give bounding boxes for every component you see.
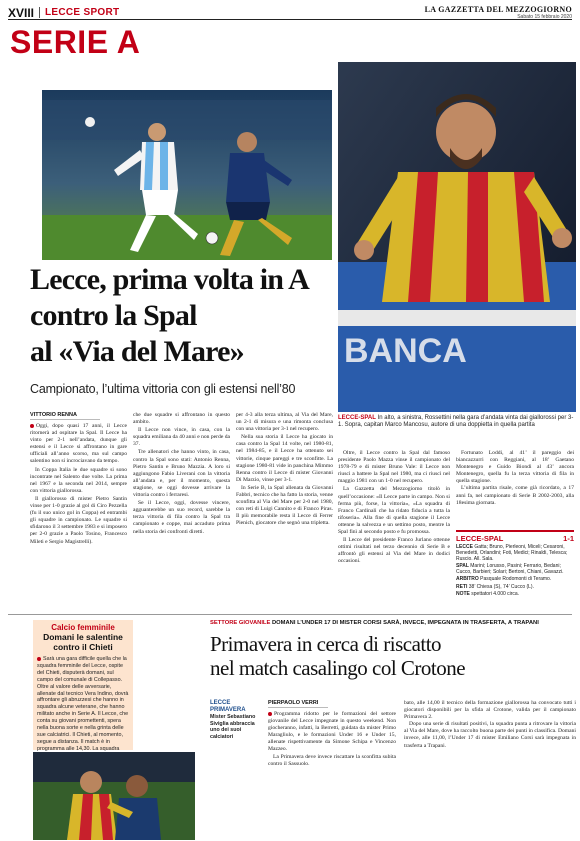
- womens-football-box: [33, 620, 133, 750]
- headline-line-1: Lecce, prima volta in A: [30, 263, 310, 296]
- article-paragraph: L’ultima partita risale, come già ricordato, a 17 anni fa, nel campionato di Serie B 2002-2003, alla 18esima giornata.: [456, 485, 574, 506]
- page-header: [8, 6, 572, 20]
- article-paragraph: Il Lecce del presidente Franco Jurlano ottenne ottimi risultati nel terzo decennio di Serie B e affrontò gli estensi al Via del Mare in dodici occasioni.: [338, 537, 450, 565]
- bullet-dot: [37, 657, 41, 661]
- article-paragraph: Nella sua storia il Lecce ha giocato in casa contro la Spal 14 volte, nel 1980-81, nel 1984-85, e il Lecce ha ottenuto sei vittorie, cinque pareggi e tre sconfitte. La stagione 1980-81 vide in panchina Mimmo Renna contro il Lecce di mister Giovanni Di Marzio, vinse per 3-1.: [236, 434, 333, 483]
- sidebox-text: Sarà una gara difficile quella che la squadra femminile del Lecce, ospite del Chieti, disputerà domani, sul campo del comunale di Collepasso. Oltre al valore delle avversarie, allenate dal tecnico Vera Indino, dovrà affrontare gli abruzzesi che hanno in squadra alcune veterane, che hanno militato anche in Serie A. Il Lecce, che conta su giovani promettenti, spera nella buona sorte e nella grinta delle sue calciatrici. Il Chieti, al momento, segue a distanza. Il match è in programma alle 14,30. La squadra: [37, 656, 129, 780]
- article-column-4: [338, 450, 450, 567]
- headline-line-2: contro la Spal: [30, 299, 197, 332]
- football-action-photo: [42, 90, 332, 260]
- match-photo-rossettini: [42, 90, 332, 260]
- youth-kicker-text: DOMANI L’UNDER 17 DI MISTER CORSI SARÀ, INVECE, IMPEGNATA IN TRASFERTA, A TRAPANI: [271, 620, 539, 626]
- article-paragraph: Se il Lecce, oggi, dovesse vincere, agguanterebbe un suo record, sarebbe la terza vittoria di fila contro la Spal tra campionato e coppe, mai accaduto prima nella storia dei confronti diretti.: [133, 500, 230, 535]
- stats-spal: SPAL Marini; Lorusso, Pasini; Ferrario, Bedani; Cucco, Barbieri; Solari; Bertoni, Chiani, Gavazzi.: [456, 563, 564, 576]
- article-paragraph: Fortunato Loddi, al 41’ il pareggio dei biancazzurri con Reggiani, al 18’ Gaetano Montenegro e Guido Biondi al 43’ ancora Montenegro, quella fu la terza vittoria di fila in quella stagione.: [456, 450, 574, 485]
- svg-text:BANCA: BANCA: [344, 332, 467, 370]
- author-byline: VITTORIO RENNA: [30, 412, 100, 420]
- youth-photo-caption: [210, 700, 260, 741]
- youth-caption-text: Mister Sebastiano Siviglia abbraccia uno dei suoi calciatori: [210, 714, 256, 741]
- match-photo-mancosu: [338, 62, 576, 412]
- headline-line-3: al «Via del Mare»: [30, 335, 244, 368]
- caption-text: In alto, a sinistra, Rossettini nella gara d’andata vinta dai giallorossi per 3-1. Sopra, capitan Marco Mancosu, autore di una doppietta in quella partita: [338, 415, 574, 429]
- youth-headline: [210, 632, 576, 680]
- article-paragraph: La Gazzetta del Mezzogiorno titolò in quell’occasione: «Il Lecce parte in campo. Non si ferma più, forse, la vittoria», «La squadra di Franco Cardinali che ha ridato fiducia a tutta la tifoseria». Alla fine di quella stagione il Lecce ottenne la salvezza e un settimo posto, mentre la Spal finì al secondo posto e fu promossa.: [338, 486, 450, 536]
- stats-score: 1-1: [563, 534, 574, 543]
- issue-date: Sabato 15 febbraio 2020: [517, 14, 572, 20]
- youth-headline-line-2: nel match casalingo col Crotone: [210, 656, 466, 680]
- stats-notes: NOTE spettatori 4.000 circa.: [456, 590, 520, 597]
- stats-lecce: LECCE Gatta; Bruno, Pierleoni, Miceli; Cesaroni, Benedetti, Orlandini; Foti, Medici; Rinaldi, Telesca; Ruscio. All. Sala.: [456, 544, 568, 563]
- article-paragraph: Oltre, il Lecce contro la Spal dal famoso presidente Paolo Mazza vinse il campionato del 1978-79 e di mister Bruno Vale: il Lecce non riuscì a battere la Spal nel 1980, ma ci riuscì nel maggio 1981 con un 1-0 nel recupero.: [338, 450, 450, 485]
- article-column-2: [133, 412, 230, 537]
- article-paragraph: Oggi, dopo quasi 17 anni, il Lecce ritornerà ad ospitare la Spal. Il Lecce ha vinto per 2-1 nell’andata, dunque gli estensi e il Lecce si affrontano in gare ufficiali all’anno scorso, ma sul campo salentino non si incrociavano da tempo.: [30, 423, 127, 465]
- main-headline: [30, 262, 330, 370]
- youth-kicker-label: SETTORE GIOVANILE: [210, 620, 271, 626]
- stats-referee: ARBITRO Pasquale Rodomonti di Teramo.: [456, 576, 552, 583]
- article-paragraph: Programma ridotto per le formazioni del settore giovanile del Lecce impegnate in questo weekend. Non giocheranno, infatti, la Berretti, guidata da mister Primo Maragliulo, e le formazioni Under 16 e Under 15, allenate rispettivamente da Simone Schipa e Vincenzo Mazzeo.: [268, 711, 396, 753]
- article-paragraph: Tre allenatori che hanno vinto, in casa, contro la Spal sono stati: Antonio Renna, Pietro Santin e Bruno Mazzia. A loro si aggiungono Fabio Liverani con la vittoria all’andata e, per il momento, questa stagione, se oggi dovesse arrivare la vittoria contro i ferraresi.: [133, 449, 230, 499]
- youth-headline-line-1: Primavera in cerca di riscatto: [210, 632, 442, 656]
- article-subhead: Campionato, l’ultima vittoria con gli estensi nell’80: [30, 382, 296, 396]
- article-paragraph: Dopo una serie di risultati positivi, la squadra punta a ritrovare la vittoria al Via del Mare, dove ha raccolto buona parte dei punti in classifica. Domani invece, alle 11,00, l’Under 17 di mister Emiliano Corsi sarà impegnata in trasferta a Trapani.: [404, 721, 576, 749]
- stats-header: [456, 534, 574, 543]
- section-name: LECCE SPORT: [45, 7, 120, 18]
- page-number: XVIII: [8, 5, 35, 20]
- youth-kicker: [210, 620, 576, 626]
- youth-column-1: [268, 700, 396, 768]
- masthead: [425, 5, 572, 20]
- section-divider: [8, 614, 572, 615]
- article-paragraph: In Coppa Italia le due squadre si sono incontrate nel Salento due volte. La prima nel 1967 e la seconda nel 2014, sempre con vittoria giallorossa.: [30, 466, 127, 494]
- stats-match: LECCE-SPAL: [456, 534, 504, 543]
- header-divider: [39, 7, 40, 18]
- primavera-photo: [33, 752, 195, 840]
- article-body: [30, 412, 336, 602]
- caption-label: LECCE-SPAL: [338, 415, 376, 421]
- article-column-1: [30, 412, 127, 547]
- article-paragraph: che due squadre si affrontano in questo ambito.: [133, 412, 230, 426]
- article-paragraph: bato, alle 14,00 il tecnico della formazione giallorossa ha convocato tutti i giocatori disponibili per la sfida al Crotone, valida per il campionato Primavera 2.: [404, 700, 576, 721]
- newspaper-name: LA GAZZETTA DEL MEZZOGIORNO: [424, 5, 572, 14]
- article-column-3: [236, 412, 333, 529]
- photo-caption: [338, 415, 576, 430]
- article-column-5: [456, 450, 574, 507]
- article-paragraph: La Primavera deve invece riscattare la sconfitta subita contro il Sassuolo.: [268, 753, 396, 767]
- sidebox-title: Domani le salentine contro il Chieti: [43, 632, 123, 652]
- article-paragraph: Il giallorosso di mister Pietro Santin vinse per 1-0 grazie al gol di Ciro Pezzella (fu il suo unico gol in Coppa) ed entrambi gli squadre in campionato. Le squadre si sfidarono il 3 settembre 1983 e si imposero per 2-0 grazie a Paolo Tosino, Francesco Mileti e Sergio Magistrelli).: [30, 495, 127, 545]
- section-title: SERIE A: [10, 24, 141, 60]
- bullet-dot: [268, 712, 272, 716]
- match-stats-box: [456, 530, 574, 597]
- stats-goals: RETI 38’ Chiesa (S), 74’ Cucco (L).: [456, 583, 534, 590]
- youth-column-2: [404, 700, 576, 750]
- article-paragraph: In Serie B, la Spal allenata da Giovanni Fabbri, tecnico che ha fatto la storia, venne sconfitta al Via del Mare per 2-0 nel 1980, con reti di Luigi Cannito e di Franco Piras. Il più memorabile resta il Lecce di Ferrer Pienich, giocatore che segnò una tripletta.: [236, 484, 333, 527]
- article-paragraph: Il Lecce non vince, in casa, con la squadra emiliana da 40 anni e non perde da 37.: [133, 427, 230, 448]
- bullet-dot: [30, 424, 34, 428]
- coach-hug-photo: [33, 752, 195, 840]
- player-celebration-photo: [338, 62, 576, 412]
- youth-byline: PIERPAOLO VERRI: [268, 700, 328, 708]
- youth-caption-label: LECCE PRIMAVERA: [210, 700, 246, 713]
- sidebox-kicker: Calcio femminile: [51, 623, 115, 632]
- article-paragraph: per 4-3 alla terza ultima, al Via del Mare, un 2-1 di misura e una rimonta conclusa con una vittoria per 3-1 nel recupero.: [236, 412, 333, 433]
